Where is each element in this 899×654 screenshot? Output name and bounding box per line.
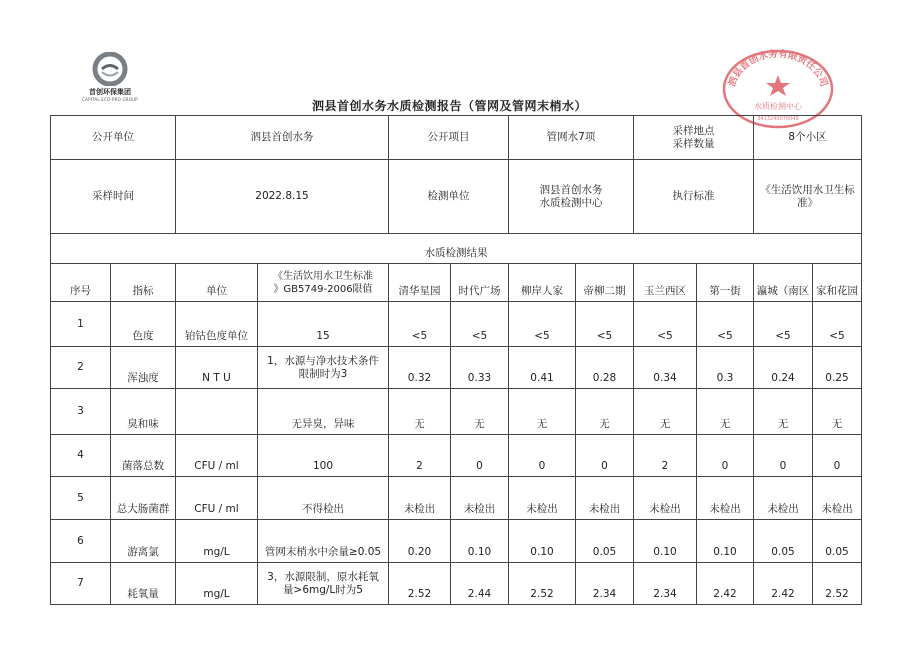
header-unit: 单位 [176,264,258,302]
row-value: 0.20 [389,520,451,563]
row-value: 无 [754,389,813,435]
row-value: 2 [389,435,451,477]
row-limit-line1: 100 [312,460,334,472]
row-limit [258,477,389,520]
row-item: 游离氯 [111,520,176,563]
row-value: 2 [634,435,697,477]
label-testing-unit: 检测单位 [389,160,509,234]
row-value: 未检出 [813,477,862,520]
report-title: 泗县首创水务水质检测报告（管网及管网末梢水） [311,99,587,113]
value-sampling-time: 2022.8.15 [176,160,389,234]
row-no: 3 [51,389,111,435]
row-limit-line1: 无异臭，异味 [291,418,355,430]
row-limit-line1: 1，水源与净水技术条件 [267,354,379,367]
row-value: <5 [451,302,509,347]
table-row [51,389,862,435]
row-item: 菌落总数 [111,435,176,477]
row-limit [258,563,389,605]
row-no: 1 [51,302,111,347]
seal-subtext: 水质检测中心 [754,102,802,111]
row-value: 0.05 [813,520,862,563]
row-value: 无 [451,389,509,435]
header-standard-line2: 》GB5749-2006限值 [273,283,373,295]
label-publish-unit: 公开单位 [51,116,176,160]
section-title-row [51,234,862,264]
row-value: 0.05 [754,520,813,563]
row-value: 未检出 [389,477,451,520]
company-logo [70,52,150,102]
row-unit: CFU / ml [176,435,258,477]
row-value: 未检出 [451,477,509,520]
row-value: 2.34 [576,563,634,605]
header-site: 瀛城（南区 [754,264,813,302]
table-row [51,347,862,389]
row-value: 0 [697,435,754,477]
row-no: 7 [51,563,111,605]
row-value: 无 [813,389,862,435]
table-row [51,563,862,605]
row-value: 0.10 [509,520,576,563]
row-value: 未检出 [754,477,813,520]
row-value: 无 [389,389,451,435]
table-row [51,302,862,347]
row-value: <5 [389,302,451,347]
row-item: 臭和味 [111,389,176,435]
row-item: 浑浊度 [111,347,176,389]
table-row [51,477,862,520]
header-row [51,264,862,302]
row-value: 0.24 [754,347,813,389]
row-value: 2.42 [697,563,754,605]
row-item: 耗氧量 [111,563,176,605]
table-row [51,520,862,563]
row-item: 总大肠菌群 [111,477,176,520]
row-unit: mg/L [176,520,258,563]
label-sampling-site [634,116,754,160]
value-testing-unit-line1: 泗县首创水务 [539,183,603,196]
row-value: <5 [509,302,576,347]
row-value: 0.10 [634,520,697,563]
info-row-2 [51,160,862,234]
row-value: 2.34 [634,563,697,605]
row-value: 无 [634,389,697,435]
row-limit-line2: 量>6mg/L时为5 [283,583,363,596]
header-site: 时代广场 [451,264,509,302]
row-unit: 铂钴色度单位 [176,302,258,347]
row-value: 2.42 [754,563,813,605]
row-limit [258,347,389,389]
row-limit-line1: 15 [316,330,330,342]
row-limit-line1: 3，水源限制，原水耗氧 [267,570,379,583]
row-value: 未检出 [576,477,634,520]
header-site: 清华星园 [389,264,451,302]
row-value: 无 [697,389,754,435]
label-standard: 执行标准 [634,160,754,234]
label-sampling-location: 采样地点 [672,124,715,137]
report-table [50,115,862,605]
row-value: <5 [754,302,813,347]
row-no: 6 [51,520,111,563]
row-unit: CFU / ml [176,477,258,520]
row-value: 未检出 [509,477,576,520]
header-standard [258,264,389,302]
logo-subtitle: CAPITAL ECO-PRO GROUP [82,97,138,102]
row-unit [176,389,258,435]
row-value: 未检出 [634,477,697,520]
value-testing-unit-line2: 水质检测中心 [539,196,603,209]
table-row [51,435,862,477]
row-value: 0.41 [509,347,576,389]
label-sampling-count: 采样数量 [672,137,715,150]
row-value: 未检出 [697,477,754,520]
row-value: 0.32 [389,347,451,389]
value-publish-items: 管网水7项 [509,116,634,160]
header-site: 家和花园 [813,264,862,302]
row-value: 0 [576,435,634,477]
row-item: 色度 [111,302,176,347]
row-value: 0.10 [697,520,754,563]
value-sampling-count: 8个小区 [754,116,862,160]
row-limit-line2: 限制时为3 [298,367,348,380]
header-site: 第一街 [697,264,754,302]
row-value: 0.10 [451,520,509,563]
row-value: 0 [813,435,862,477]
row-value: 无 [509,389,576,435]
section-title: 水质检测结果 [51,234,862,264]
seal-star-icon [766,75,790,96]
header-no: 序号 [51,264,111,302]
row-no: 5 [51,477,111,520]
label-sampling-time: 采样时间 [51,160,176,234]
row-limit-line1: 管网末梢水中余量≥0.05 [264,546,382,558]
seal-text: 泗县首创水务有限责任公司 [726,48,830,89]
row-value: 2.44 [451,563,509,605]
row-value: 0.25 [813,347,862,389]
value-publish-unit: 泗县首创水务 [176,116,389,160]
value-testing-unit [509,160,634,234]
row-value: <5 [634,302,697,347]
row-value: <5 [813,302,862,347]
seal-code: 3413240070049 [757,116,799,122]
row-value: 0.34 [634,347,697,389]
row-value: 0.05 [576,520,634,563]
header-standard-line1: 《生活饮用水卫生标准 [273,270,373,282]
row-no: 2 [51,347,111,389]
row-value: <5 [697,302,754,347]
row-value: 0 [754,435,813,477]
logo-swirl-icon [90,52,130,86]
row-value: 2.52 [509,563,576,605]
value-standard: 《生活饮用水卫生标准》 [754,160,862,234]
row-unit: N T U [176,347,258,389]
row-value: 无 [576,389,634,435]
row-value: 0.33 [451,347,509,389]
row-unit: mg/L [176,563,258,605]
logo-name: 首创环保集团 [89,88,131,96]
row-limit [258,389,389,435]
row-value: 0.3 [697,347,754,389]
header-site: 柳岸人家 [509,264,576,302]
row-value: 2.52 [389,563,451,605]
label-publish-items: 公开项目 [389,116,509,160]
header-site: 帝柳二期 [576,264,634,302]
row-value: 0 [509,435,576,477]
row-value: 2.52 [813,563,862,605]
row-limit [258,520,389,563]
row-limit [258,435,389,477]
info-row-1 [51,116,862,160]
row-value: 0 [451,435,509,477]
header-site: 玉兰西区 [634,264,697,302]
row-limit [258,302,389,347]
row-no: 4 [51,435,111,477]
header-item: 指标 [111,264,176,302]
row-limit-line1: 不得检出 [302,503,344,515]
row-value: <5 [576,302,634,347]
row-value: 0.28 [576,347,634,389]
